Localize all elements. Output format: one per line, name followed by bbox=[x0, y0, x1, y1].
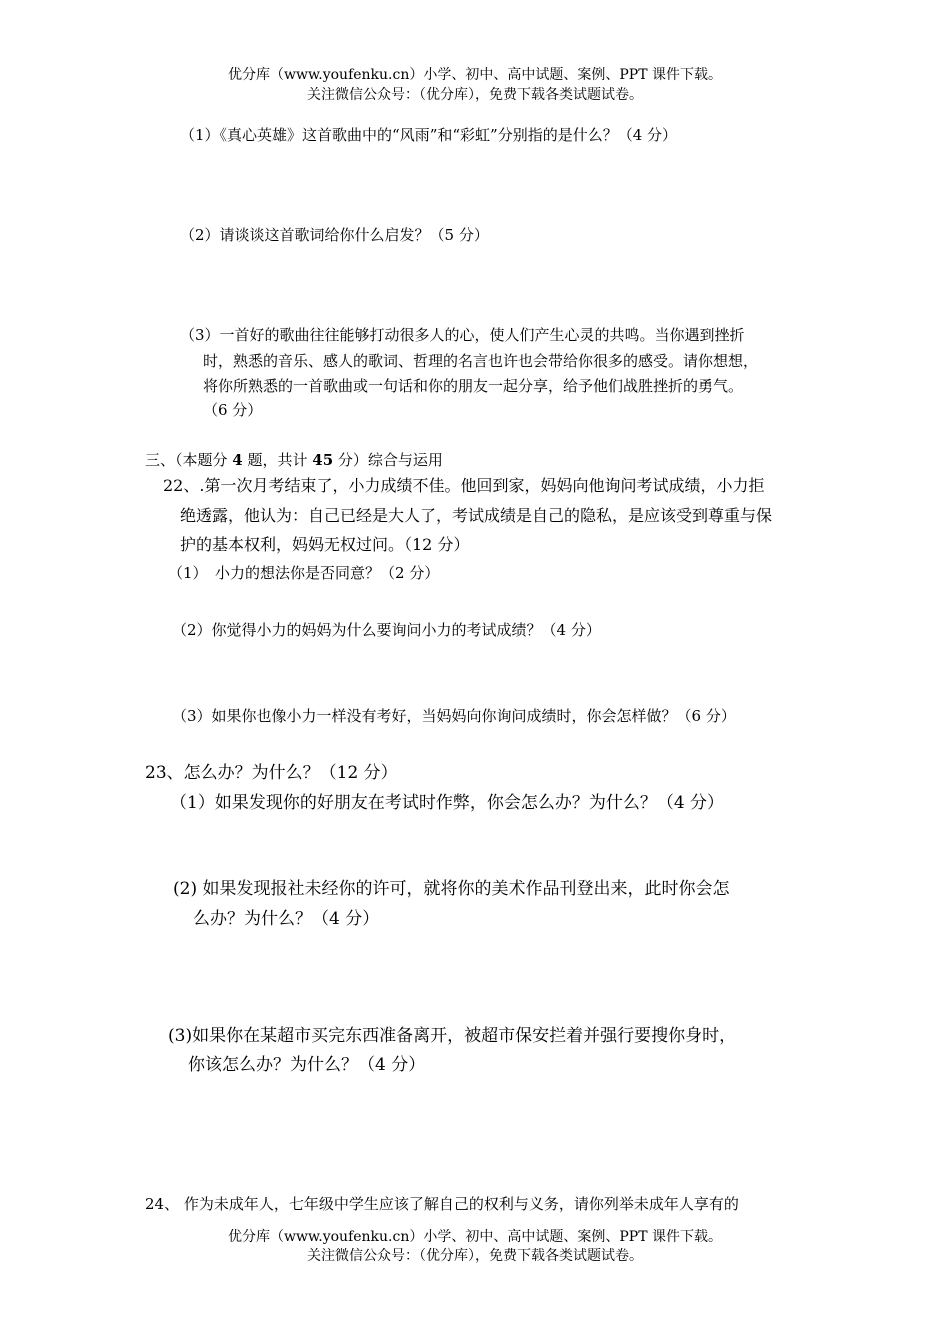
q22-sub2: （2）你觉得小力的妈妈为什么要询问小力的考试成绩？（4 分） bbox=[172, 621, 601, 639]
q23-sub3-line2: 你该怎么办？为什么？（4 分） bbox=[188, 1055, 426, 1075]
q21-sub3-line3: 将你所熟悉的一首歌曲或一句话和你的朋友一起分享，给予他们战胜挫折的勇气。 bbox=[203, 377, 744, 395]
q22-stem-line3: 护的基本权利，妈妈无权过问。（12 分） bbox=[180, 535, 470, 554]
header-line-2: 关注微信公众号：（优分库），免费下载各类试题试卷。 bbox=[307, 87, 643, 103]
footer-line-1: 优分库（www.youfenku.cn）小学、初中、高中试题、案例、PPT 课件下载。 bbox=[227, 1229, 722, 1245]
q24-stem-line1: 24、 作为未成年人，七年级中学生应该了解自己的权利与义务，请你列举未成年人享有的 bbox=[145, 1195, 739, 1213]
header-line-1: 优分库（www.youfenku.cn）小学、初中、高中试题、案例、PPT 课件下载。 bbox=[227, 67, 722, 83]
q23-sub2-line2: 么办？为什么？（4 分） bbox=[193, 909, 380, 929]
q21-sub1: （1）《真心英雄》这首歌曲中的“风雨”和“彩虹”分别指的是什么？（4 分） bbox=[180, 126, 678, 144]
q21-sub3-line1: （3）一首好的歌曲往往能够打动很多人的心，使人们产生心灵的共鸣。当你遇到挫折 bbox=[180, 326, 745, 344]
q22-sub1: （1） 小力的想法你是否同意？（2 分） bbox=[168, 564, 440, 582]
q21-sub2: （2）请谈谈这首歌词给你什么启发？（5 分） bbox=[180, 226, 489, 244]
section-3-total-points: 45 bbox=[312, 451, 334, 469]
q23-title: 23、怎么办？为什么？（12 分） bbox=[145, 763, 398, 783]
q22-stem-line1: 22、.第一次月考结束了，小力成绩不佳。他回到家，妈妈向他询问考试成绩，小力拒 bbox=[163, 476, 765, 495]
q23-sub3-line1: (3)如果你在某超市买完东西准备离开，被超市保安拦着并强行要搜你身时， bbox=[168, 1026, 737, 1046]
q21-sub3-line4: （6 分） bbox=[203, 401, 263, 419]
q23-sub1: （1）如果发现你的好朋友在考试时作弊，你会怎么办？为什么？（4 分） bbox=[170, 793, 725, 813]
section-3-heading: 三、（本题分 4 题，共计 45 分）综合与运用 bbox=[145, 451, 443, 469]
q22-sub3: （3）如果你也像小力一样没有考好，当妈妈向你询问成绩时，你会怎样做？（6 分） bbox=[172, 707, 736, 725]
q22-stem-line2: 绝透露，他认为：自己已经是大人了，考试成绩是自己的隐私，是应该受到尊重与保 bbox=[180, 506, 773, 525]
footer-line-2: 关注微信公众号：（优分库），免费下载各类试题试卷。 bbox=[307, 1248, 643, 1264]
section-3-question-count: 4 bbox=[232, 451, 243, 469]
q21-sub3-line2: 时，熟悉的音乐、感人的歌词、哲理的名言也许也会带给你很多的感受。请你想想， bbox=[203, 352, 759, 370]
q23-sub2-line1: (2) 如果发现报社未经你的许可，就将你的美术作品刊登出来，此时你会怎 bbox=[173, 879, 730, 899]
